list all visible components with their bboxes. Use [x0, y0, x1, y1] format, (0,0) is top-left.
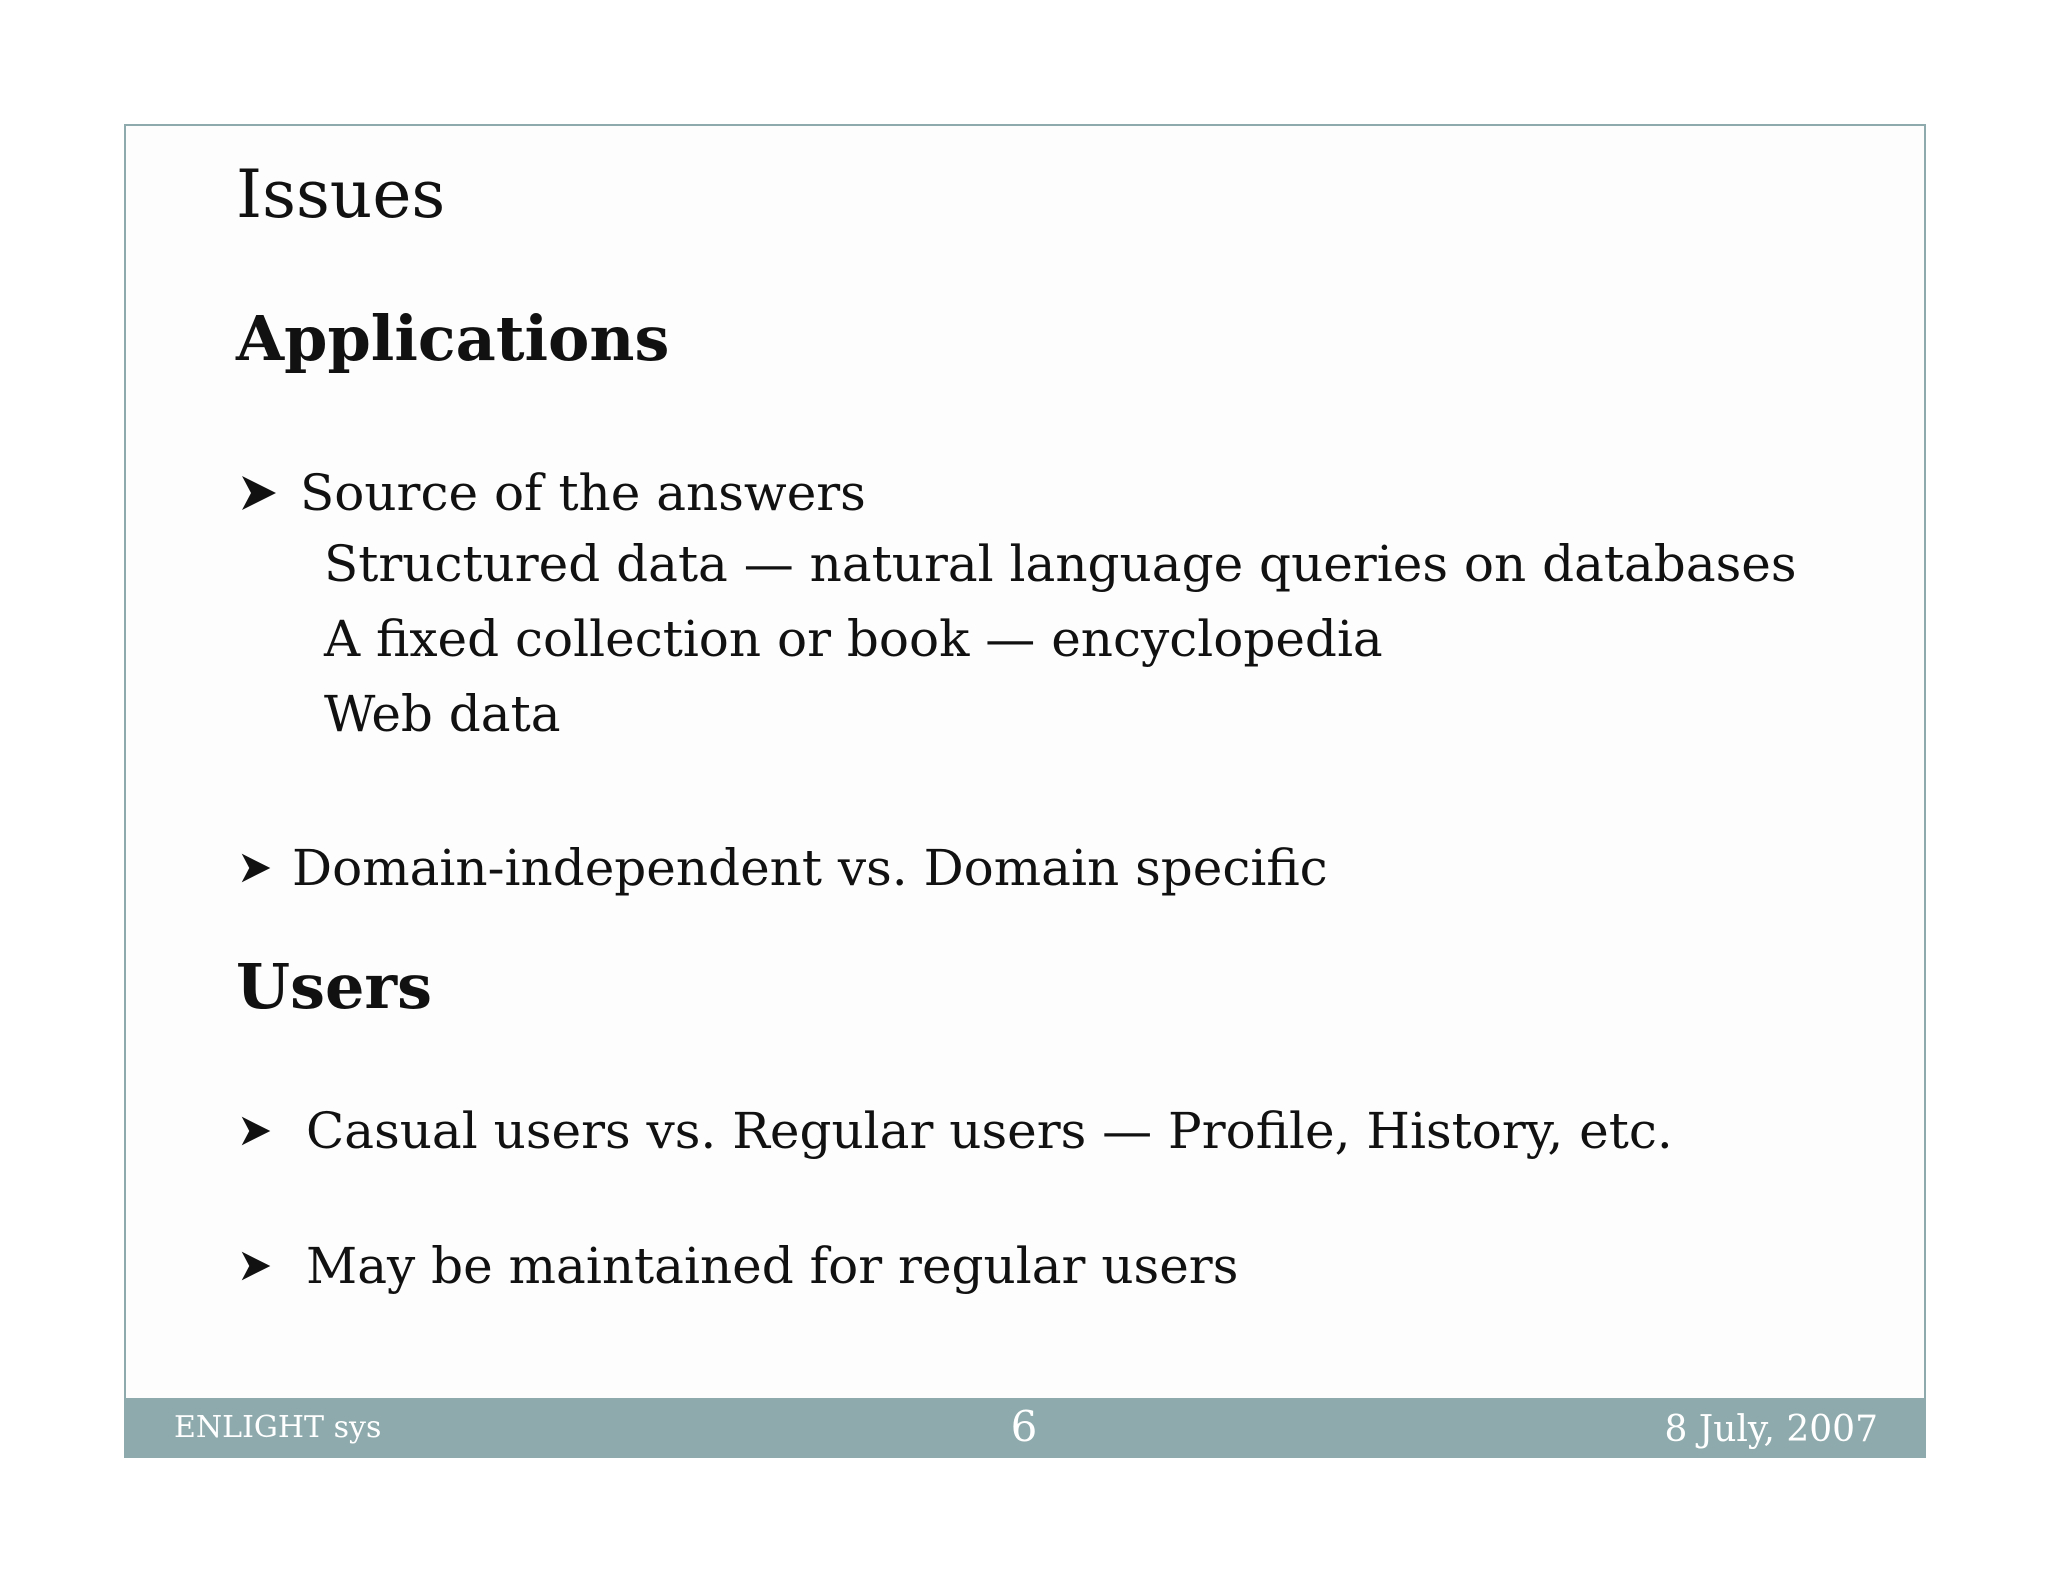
arrow-bullet-icon	[240, 851, 272, 885]
sub-item-fixed-collection: A fixed collection or book — encyclopedia	[324, 610, 1383, 668]
bullet-domain	[240, 839, 1328, 897]
page-number: 6	[1010, 1402, 1038, 1451]
sub-item-structured-data: Structured data — natural language queries on databases	[324, 535, 1797, 593]
slide-title: Issues	[236, 156, 446, 233]
arrow-bullet-icon	[240, 1114, 272, 1148]
arrow-bullet-icon	[240, 1249, 272, 1283]
bullet-text: May be maintained for regular users	[306, 1237, 1239, 1295]
bullet-casual-users	[240, 1102, 1673, 1160]
bullet-text: Casual users vs. Regular users — Profile, History, etc.	[306, 1102, 1673, 1160]
bullet-text: Domain-independent vs. Domain specific	[292, 839, 1328, 897]
footer-date: 8 July, 2007	[1664, 1409, 1878, 1450]
bullet-maintained	[240, 1237, 1239, 1295]
footer-org-name: ENLIGHT sys	[174, 1410, 382, 1445]
bullet-source-of-answers	[240, 464, 866, 522]
arrow-bullet-icon	[240, 473, 278, 513]
bullet-text: Source of the answers	[300, 464, 866, 522]
section-heading-applications: Applications	[236, 302, 670, 375]
sub-item-web-data: Web data	[324, 685, 561, 743]
section-heading-users: Users	[236, 950, 432, 1023]
